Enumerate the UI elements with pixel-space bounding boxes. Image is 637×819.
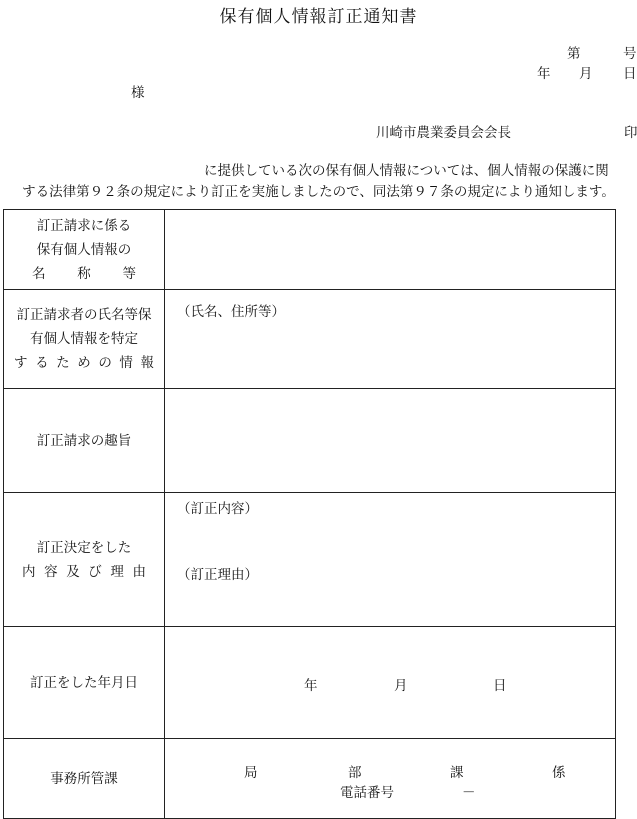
label-char: 由 (132, 563, 146, 580)
document-title: 保有個人情報訂正通知書 (219, 7, 418, 27)
label-char: 称 (77, 265, 91, 282)
phone-label: 電話番号 (340, 785, 394, 801)
label-spread (14, 351, 154, 375)
row-request-purpose (4, 389, 616, 493)
label-line: 訂正決定をした (36, 539, 132, 556)
office-unit: 係 (552, 765, 566, 781)
label-line: 有個人情報を特定 (30, 331, 138, 347)
notice-table (3, 209, 616, 819)
value-decision[interactable] (165, 493, 616, 627)
office-bureau: 局 (244, 765, 258, 781)
label-requester-info (4, 290, 165, 389)
label-char: び (88, 563, 102, 580)
label-char: の (98, 355, 112, 371)
label-char: 及 (66, 563, 80, 580)
recipient-honorific: 様 (131, 85, 145, 101)
correction-day: 日 (493, 678, 507, 694)
label-line: 保有個人情報の (36, 241, 132, 258)
intro-line-1: に提供している次の保有個人情報については、個人情報の保護に関 (204, 163, 609, 179)
row-info-name (4, 210, 616, 290)
document-number-prefix: 第 (567, 46, 581, 62)
label-char: す (14, 355, 28, 371)
value-office[interactable] (165, 739, 616, 819)
label-char: た (56, 355, 70, 371)
label-line: 訂正請求者の氏名等保 (16, 307, 152, 323)
correction-content-label: （訂正内容） (177, 501, 258, 517)
phone-dash: － (462, 785, 476, 801)
date-month: 月 (579, 66, 593, 82)
correction-reason-label: （訂正理由） (177, 567, 258, 583)
value-info-name[interactable] (165, 210, 616, 290)
label-spread (32, 262, 136, 286)
label-char: 報 (140, 355, 154, 371)
label-info-name (4, 210, 165, 290)
seal-mark: 印 (624, 125, 637, 141)
label-decision (4, 493, 165, 627)
label-line: 訂正請求に係る (36, 217, 132, 234)
correction-year: 年 (304, 678, 318, 694)
date-day: 日 (623, 66, 637, 82)
label-char: 理 (110, 563, 124, 580)
office-department: 部 (348, 765, 362, 781)
row-decision (4, 493, 616, 627)
row-correction-date (4, 627, 616, 739)
label-spread (22, 560, 146, 584)
value-correction-date[interactable] (165, 627, 616, 739)
correction-month: 月 (394, 678, 408, 694)
row-office (4, 739, 616, 819)
row-requester-info (4, 290, 616, 389)
label-char: 名 (32, 265, 46, 282)
document-number-suffix: 号 (623, 46, 637, 62)
issuer-name: 川崎市農業委員会会長 (376, 125, 511, 141)
label-request-purpose: 訂正請求の趣旨 (4, 389, 165, 493)
label-char: 内 (22, 563, 36, 580)
office-section: 課 (450, 765, 464, 781)
label-char: め (77, 355, 91, 371)
label-char: る (35, 355, 49, 371)
requester-note: （氏名、住所等） (177, 304, 285, 320)
label-char: 容 (44, 563, 58, 580)
label-correction-date: 訂正をした年月日 (4, 627, 165, 739)
value-requester-info[interactable] (165, 290, 616, 389)
label-char: 情 (119, 355, 133, 371)
value-request-purpose[interactable] (165, 389, 616, 493)
intro-line-2: する法律第９２条の規定により訂正を実施しましたので、同法第９７条の規定により通知します。 (22, 184, 615, 200)
label-char: 等 (122, 265, 136, 282)
label-office: 事務所管課 (4, 739, 165, 819)
date-year: 年 (537, 66, 551, 82)
